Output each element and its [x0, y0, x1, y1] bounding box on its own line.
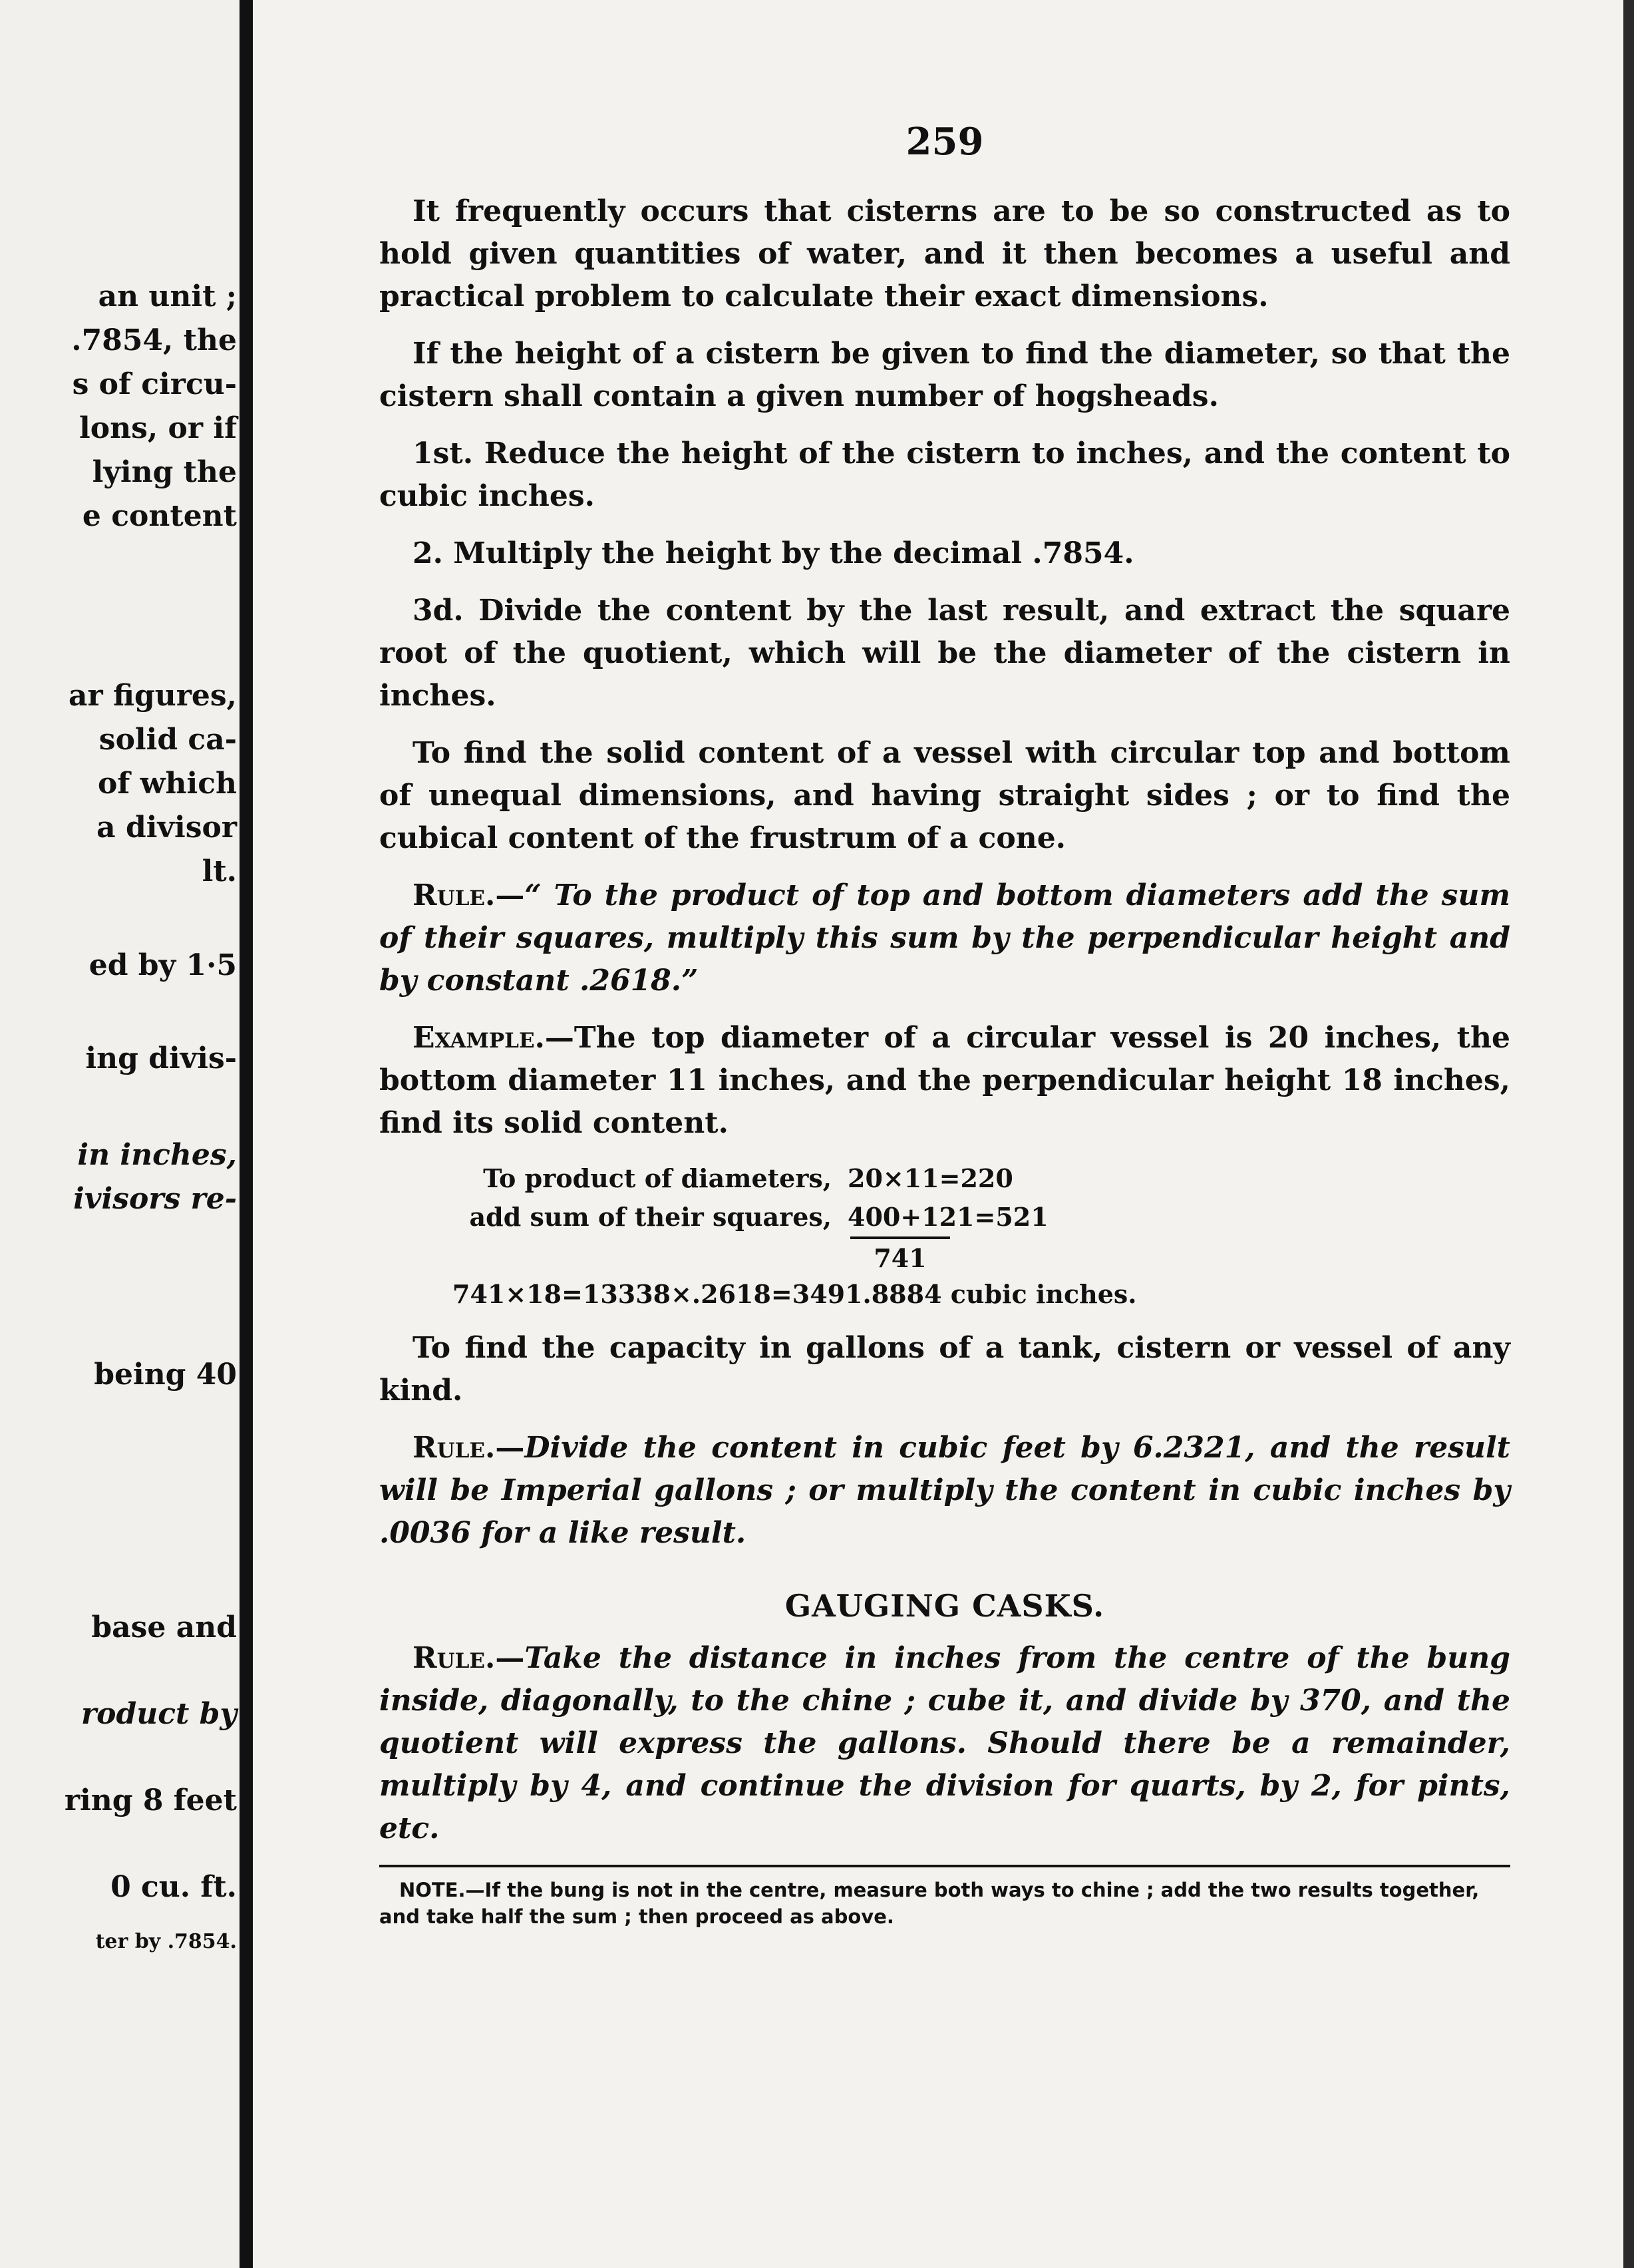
facing-line: ing divis-: [85, 1041, 237, 1075]
paragraph: 3d. Divide the content by the last result, and extract the square root of the quotient, which will be the diameter of the cistern in inches.: [379, 594, 1510, 713]
footnote: NOTE.—If the bung is not in the centre, measure both ways to chine ; add the two results together, and take half the sum ; then proceed as above.: [379, 1879, 1480, 1928]
rule-label: Rule.—: [412, 1641, 525, 1675]
facing-line: in inches,: [77, 1138, 237, 1172]
rule-text: “ To the product of top and bottom diameters add the sum of their squares, multiply this sum by the perpendicular height and by constant .2618.”: [379, 878, 1510, 998]
footnote-divider: [379, 1865, 1510, 1867]
facing-line: lying the: [92, 455, 237, 489]
paragraph: To find the solid content of a vessel with circular top and bottom of unequal dimensions, and having straight sides ; or to find the cubical content of the frustrum of a cone.: [379, 736, 1510, 855]
paragraph: If the height of a cistern be given to find the diameter, so that the cistern shall contain a given number of hogsheads.: [379, 337, 1510, 413]
facing-line: lt.: [202, 854, 237, 888]
page-number: 259: [905, 120, 984, 164]
calc-label: add sum of their squares,: [469, 1202, 832, 1232]
facing-page-fragment: [0, 0, 240, 2268]
paragraph: To find the capacity in gallons of a tank, cistern or vessel of any kind.: [379, 1331, 1510, 1408]
page-edge: [1623, 0, 1634, 2268]
calc-sum: 741: [850, 1236, 950, 1275]
calc-value: 20×11=220: [848, 1163, 1013, 1193]
section-heading: GAUGING CASKS.: [784, 1588, 1105, 1624]
paragraph: It frequently occurs that cisterns are to be so constructed as to hold given quantities of water, and it then becomes a useful and practical problem to calculate their exact dimensions.: [379, 194, 1510, 313]
page: [253, 0, 1623, 2268]
facing-line: ar figures,: [68, 679, 237, 713]
rule-text: Take the distance in inches from the centre of the bung inside, diagonally, to the chine ; cube it, and divide by 370, and the quotient will express the gallons. Should there be a remainder, multiply by 4, and continue the division for quarts, by 2, for pints, etc.: [379, 1641, 1510, 1845]
calc-label: To product of diameters,: [483, 1163, 832, 1193]
rule-label: Rule.—: [412, 1431, 525, 1465]
rule-text: Divide the content in cubic feet by 6.2321, and the result will be Imperial gallons ; or multiply the content in cubic inches by .0036 for a like result.: [379, 1431, 1510, 1550]
paragraph: 1st. Reduce the height of the cistern to inches, and the content to cubic inches.: [379, 437, 1510, 513]
facing-line: ter by .7854.: [95, 1930, 237, 1953]
facing-line: solid ca-: [98, 723, 237, 757]
facing-line: e content: [82, 499, 237, 533]
facing-line: an unit ;: [98, 280, 237, 313]
calculation-block: [379, 1159, 1510, 1314]
book-gutter: [240, 0, 253, 2268]
calc-final: 741×18=13338×.2618=3491.8884 cubic inches.: [452, 1279, 1137, 1309]
facing-line: ed by 1·5: [88, 948, 237, 982]
rule-paragraph: [379, 874, 1510, 1002]
facing-line: s of circu-: [72, 367, 237, 401]
rule-label: Rule.—: [412, 878, 525, 912]
calc-row: [379, 1159, 1510, 1198]
facing-line: roduct by: [81, 1697, 237, 1731]
facing-line: base and: [91, 1610, 237, 1644]
facing-line: 0 cu. ft.: [110, 1870, 237, 1904]
rule-paragraph: [379, 1427, 1510, 1555]
facing-line: being 40: [94, 1358, 237, 1392]
example-paragraph: [379, 1017, 1510, 1145]
facing-line: a divisor: [96, 811, 237, 845]
rule-paragraph: [379, 1637, 1510, 1850]
paragraph: 2. Multiply the height by the decimal .7854.: [412, 536, 1134, 570]
example-text: —The top diameter of a circular vessel is 20 inches, the bottom diameter 11 inches, and the perpendicular height 18 inches, find its solid content.: [379, 1021, 1510, 1140]
facing-line: lons, or if: [79, 411, 237, 445]
facing-line: ring 8 feet: [64, 1784, 237, 1817]
calc-value: 400+121=521: [848, 1202, 1049, 1232]
facing-line: .7854, the: [71, 323, 237, 357]
calc-row: [379, 1198, 1510, 1236]
example-label: Example.: [412, 1021, 545, 1055]
page-content: [379, 120, 1510, 1930]
facing-line: of which: [98, 767, 237, 801]
facing-line: ivisors re-: [73, 1182, 237, 1216]
